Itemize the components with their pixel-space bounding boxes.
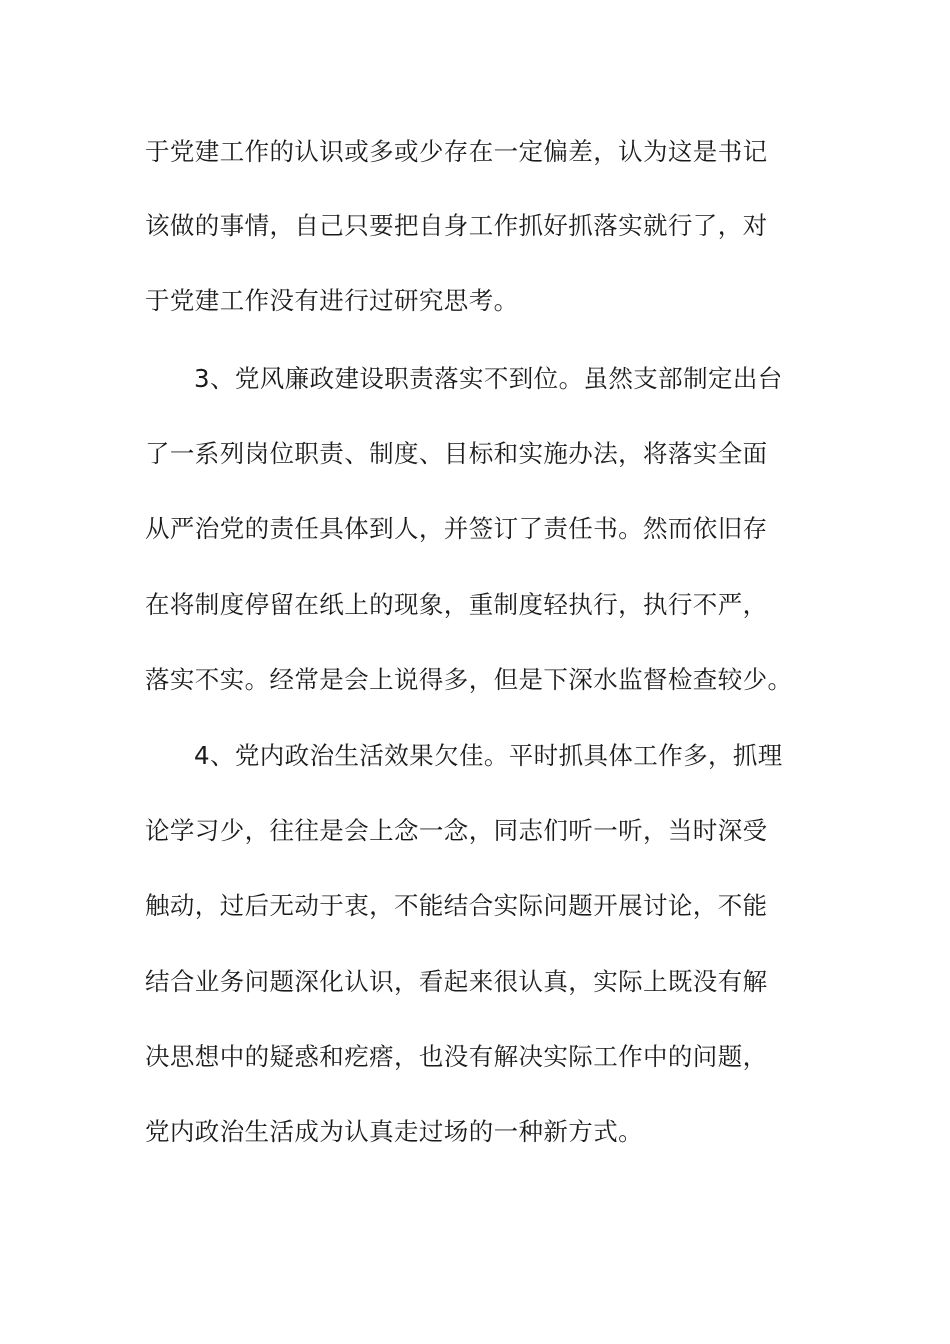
text-line: 党内政治生活成为认真走过场的一种新方式。 <box>145 1117 643 1146</box>
paragraph-start-line: 3、党风廉政建设职责落实不到位。虽然支部制定出台 <box>194 364 783 393</box>
text-line: 从严治党的责任具体到人，并签订了责任书。然而依旧存 <box>145 514 768 543</box>
text-line: 触动，过后无动于衷，不能结合实际问题开展讨论，不能 <box>145 891 768 920</box>
paragraph-start-line: 4、党内政治生活效果欠佳。平时抓具体工作多，抓理 <box>194 741 783 770</box>
text-line: 结合业务问题深化认识，看起来很认真，实际上既没有解 <box>145 967 768 996</box>
text-line: 于党建工作没有进行过研究思考。 <box>145 286 519 315</box>
text-line: 于党建工作的认识或多或少存在一定偏差，认为这是书记 <box>145 137 768 166</box>
text-line: 了一系列岗位职责、制度、目标和实施办法，将落实全面 <box>145 439 768 468</box>
text-line: 在将制度停留在纸上的现象，重制度轻执行，执行不严， <box>145 590 768 619</box>
text-line: 决思想中的疑惑和疙瘩，也没有解决实际工作中的问题， <box>145 1042 768 1071</box>
text-line: 落实不实。经常是会上说得多，但是下深水监督检查较少。 <box>145 665 793 694</box>
text-line: 论学习少，往往是会上念一念，同志们听一听，当时深受 <box>145 816 768 845</box>
text-line: 该做的事情，自己只要把自身工作抓好抓落实就行了，对 <box>145 211 768 240</box>
